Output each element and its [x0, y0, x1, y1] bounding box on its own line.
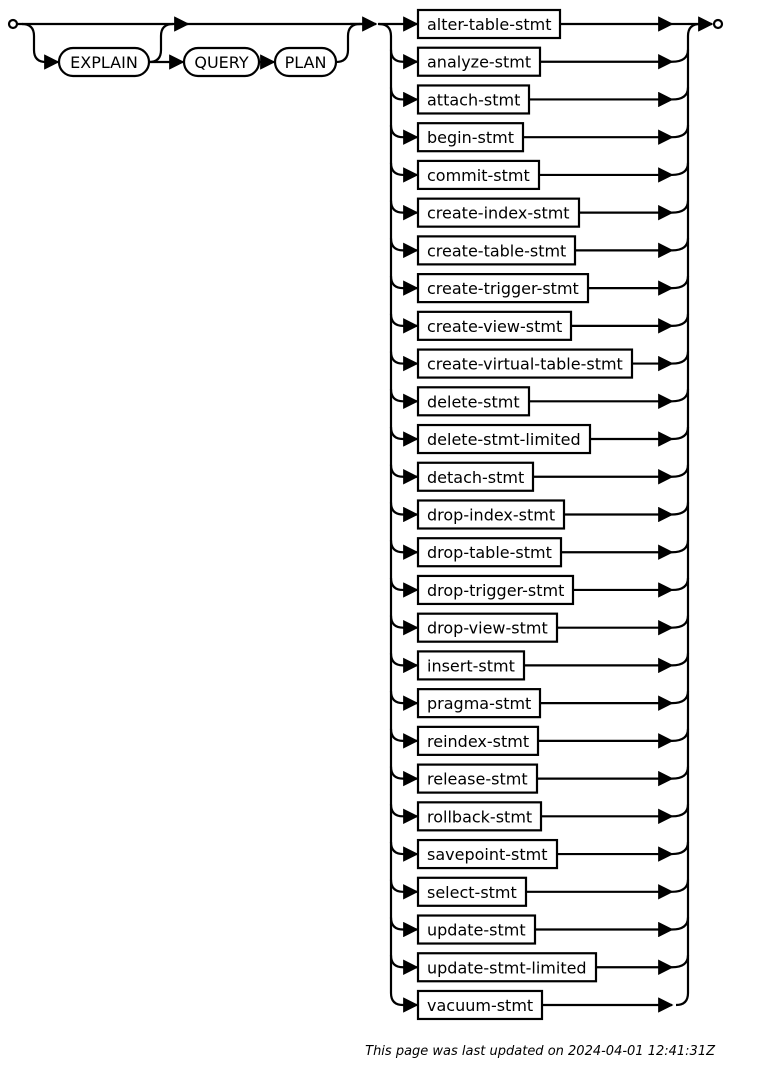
stmt-exit-tail — [672, 125, 688, 137]
stmt-exit-tail — [672, 465, 688, 477]
stmt-alter-table-stmt — [378, 10, 688, 38]
stmt-label: drop-index-stmt — [427, 505, 556, 525]
stmt-delete-stmt-limited — [391, 425, 688, 453]
keyword-plan — [275, 48, 336, 76]
stmt-savepoint-stmt — [391, 840, 688, 868]
keyword-label-query: QUERY — [194, 53, 249, 72]
stmt-exit-tail — [672, 955, 688, 967]
stmt-vacuum-stmt — [403, 991, 672, 1019]
stmt-label: commit-stmt — [427, 165, 530, 185]
stmt-exit-tail — [672, 352, 688, 364]
stmt-label: create-virtual-table-stmt — [427, 354, 623, 374]
keyword-label-plan: PLAN — [284, 53, 327, 72]
stmt-drop-table-stmt — [391, 538, 688, 566]
stmt-exit-tail — [672, 163, 688, 175]
stmt-drop-view-stmt — [391, 614, 688, 642]
stmt-create-index-stmt — [391, 199, 688, 227]
stmt-label: detach-stmt — [427, 467, 525, 487]
stmt-attach-stmt — [391, 85, 688, 113]
stmt-exit-tail — [672, 767, 688, 779]
stmt-entry-line — [391, 276, 417, 288]
stmt-drop-trigger-stmt — [391, 576, 688, 604]
stmt-label: attach-stmt — [427, 90, 521, 110]
stmt-entry-line — [391, 352, 417, 364]
stmt-label: vacuum-stmt — [427, 995, 534, 1015]
stmt-update-stmt-limited — [391, 953, 688, 981]
stmt-label: update-stmt — [427, 920, 526, 940]
stmt-exit-tail — [672, 653, 688, 665]
stmt-entry-line — [391, 842, 417, 854]
stmt-exit-tail — [672, 314, 688, 326]
start-terminal — [9, 20, 17, 28]
stmt-entry-line — [391, 880, 417, 892]
stmt-pragma-stmt — [391, 689, 688, 717]
stmt-entry-line — [391, 729, 417, 741]
stmt-create-trigger-stmt — [391, 274, 688, 302]
stmt-entry-line — [391, 502, 417, 514]
stmt-exit-tail — [672, 540, 688, 552]
stmt-entry-line — [391, 918, 417, 930]
stmt-entry-line — [391, 465, 417, 477]
stmt-entry-line — [391, 616, 417, 628]
stmt-update-stmt — [391, 916, 688, 944]
stmt-rollback-stmt — [391, 802, 688, 830]
stmt-exit-tail — [672, 201, 688, 213]
stmt-select-stmt — [391, 878, 688, 906]
keyword-label-explain: EXPLAIN — [70, 53, 138, 72]
stmt-entry-line — [391, 691, 417, 703]
stmt-commit-stmt — [391, 161, 688, 189]
stmt-exit-tail — [672, 616, 688, 628]
explain-branch-line — [22, 24, 58, 62]
stmt-exit-tail — [672, 691, 688, 703]
stmt-begin-stmt — [391, 123, 688, 151]
stmt-delete-stmt — [391, 387, 688, 415]
stmt-entry-line — [391, 653, 417, 665]
stmt-entry-line — [391, 955, 417, 967]
stmt-entry-line — [391, 238, 417, 250]
stmt-label: pragma-stmt — [427, 694, 532, 714]
stmt-exit-tail — [672, 578, 688, 590]
stmt-label: drop-view-stmt — [427, 618, 548, 638]
stmt-entry-line — [391, 427, 417, 439]
last-updated-note: This page was last updated on 2024-04-01 12:41:31Z — [365, 1044, 715, 1059]
stmt-entry-line — [391, 804, 417, 816]
end-terminal — [714, 20, 722, 28]
stmt-label: reindex-stmt — [427, 731, 530, 751]
stmt-exit-tail — [672, 502, 688, 514]
stmt-entry-line — [391, 163, 417, 175]
stmt-reindex-stmt — [391, 727, 688, 755]
stmt-label: create-trigger-stmt — [427, 279, 579, 299]
stmt-insert-stmt — [391, 651, 688, 679]
stmt-entry-line — [391, 50, 417, 62]
stmt-label: rollback-stmt — [427, 807, 533, 827]
stmt-create-virtual-table-stmt — [391, 350, 688, 378]
keyword-explain — [59, 48, 149, 76]
stmt-label: create-index-stmt — [427, 203, 570, 223]
stmt-exit-tail — [672, 842, 688, 854]
stmt-label: update-stmt-limited — [427, 958, 587, 978]
stmt-label: delete-stmt — [427, 392, 520, 412]
prefix-keywords — [59, 48, 336, 76]
stmt-detach-stmt — [391, 463, 688, 491]
stmt-exit-tail — [672, 389, 688, 401]
stmt-entry-line — [391, 125, 417, 137]
stmt-label: create-table-stmt — [427, 241, 567, 261]
stmt-entry-line — [391, 87, 417, 99]
stmt-exit-tail — [672, 918, 688, 930]
stmt-entry-line — [391, 578, 417, 590]
stmt-exit-tail — [672, 238, 688, 250]
stmt-analyze-stmt — [391, 48, 688, 76]
stmt-exit-tail — [672, 427, 688, 439]
stmt-label: delete-stmt-limited — [427, 430, 581, 450]
stmt-label: begin-stmt — [427, 128, 514, 148]
stmt-label: drop-table-stmt — [427, 543, 552, 563]
stmt-entry-line — [391, 201, 417, 213]
stmt-entry-line — [391, 540, 417, 552]
stmt-exit-tail — [672, 50, 688, 62]
statement-list — [378, 10, 700, 1019]
keyword-query — [184, 48, 259, 76]
stmt-label: select-stmt — [427, 882, 517, 902]
stmt-entry-line — [391, 389, 417, 401]
stmt-create-view-stmt — [391, 312, 688, 340]
stmt-exit-tail — [672, 87, 688, 99]
stmt-create-table-stmt — [391, 236, 688, 264]
stmt-label: alter-table-stmt — [427, 15, 552, 34]
stmt-exit-tail — [672, 880, 688, 892]
stmt-label: release-stmt — [427, 769, 528, 789]
stmt-label: savepoint-stmt — [427, 845, 548, 865]
stmt-label: drop-trigger-stmt — [427, 580, 565, 600]
stmt-label: insert-stmt — [427, 656, 515, 676]
stmt-exit-tail — [672, 276, 688, 288]
stmt-label: analyze-stmt — [427, 52, 532, 72]
stmt-exit-tail — [672, 804, 688, 816]
stmt-entry-line — [391, 314, 417, 326]
stmt-drop-index-stmt — [391, 500, 688, 528]
stmt-release-stmt — [391, 765, 688, 793]
stmt-entry-line — [391, 767, 417, 779]
stmt-label: create-view-stmt — [427, 316, 563, 336]
stmt-exit-tail — [672, 729, 688, 741]
